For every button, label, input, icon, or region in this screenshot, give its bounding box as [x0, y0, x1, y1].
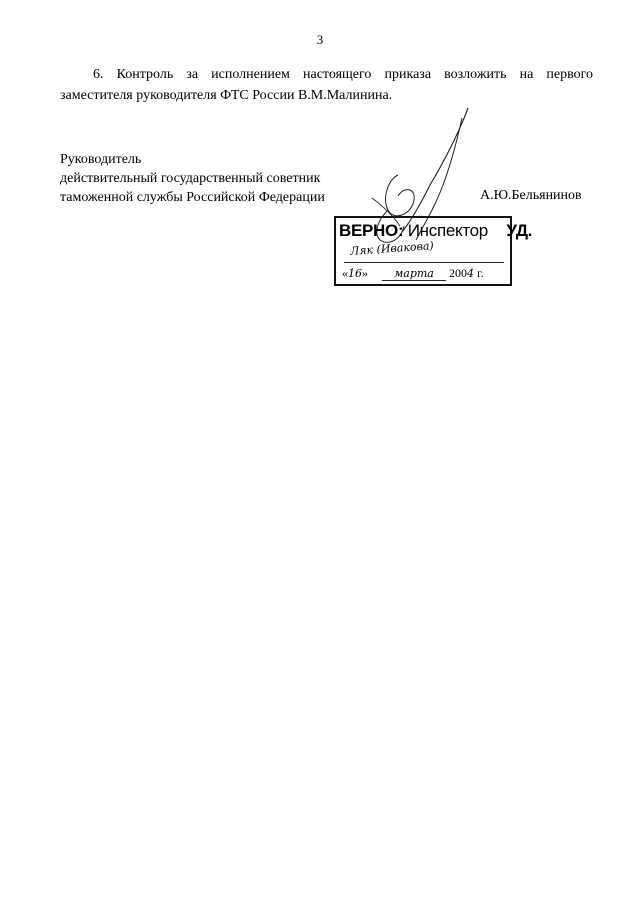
stamp-date: «16» марта 2004 г.	[342, 266, 484, 280]
signatory-title-line: Руководитель	[60, 152, 142, 167]
stamp-month: марта	[382, 267, 446, 281]
signatory-name: А.Ю.Бельянинов	[480, 188, 582, 203]
stamp-title	[339, 221, 532, 241]
stamp-handwritten-name: Ляк (Ивакова)	[349, 239, 435, 258]
certification-stamp	[334, 216, 533, 286]
paragraph-line: заместителя руководителя ФТС России В.М.Малинина.	[60, 88, 393, 103]
signatory-title-line: таможенной службы Российской Федерации	[60, 190, 325, 205]
body-paragraph	[60, 64, 593, 106]
stamp-underline	[344, 262, 504, 263]
signatory-title-line: действительный государственный советник	[60, 171, 321, 186]
stamp-year-marker: г.	[477, 266, 484, 280]
stamp-year-prefix: 200	[449, 266, 467, 280]
stamp-inspector: Инспектор	[407, 221, 488, 240]
stamp-verno: ВЕРНО:	[339, 221, 404, 240]
stamp-day: 16	[348, 267, 362, 280]
paragraph-line: 6. Контроль за исполнением настоящего приказа возложить на первого	[93, 67, 593, 82]
stamp-dept: УД.	[506, 221, 533, 240]
stamp-year-suffix: 4	[467, 267, 474, 280]
page-number: 3	[316, 32, 324, 47]
signatory-title	[60, 150, 325, 207]
